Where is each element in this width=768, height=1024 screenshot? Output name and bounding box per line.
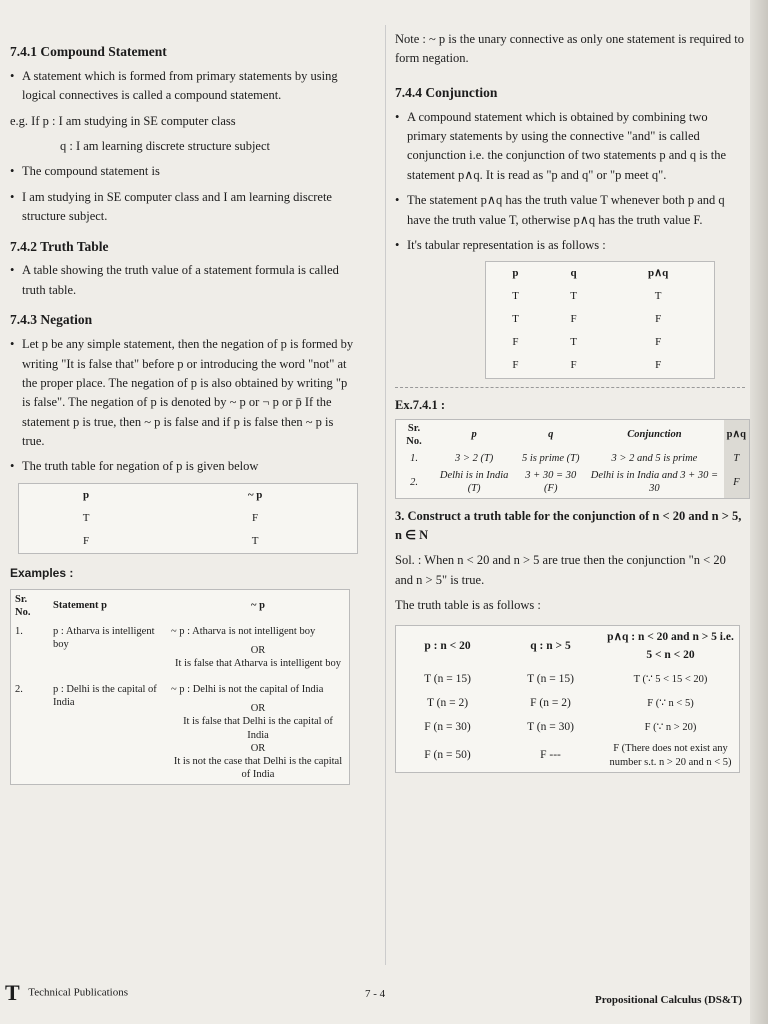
ntable-cell: T (n = 2) (426, 696, 469, 709)
truth-table-follows: The truth table is as follows : (395, 598, 541, 613)
page-number: 7 - 4 (365, 988, 386, 1000)
conjunction-truth-table (485, 261, 715, 378)
ex-header-sr: Sr. No. (15, 593, 31, 618)
ex741-cell: Delhi is in India (T) (439, 470, 509, 495)
publisher-name: Technical Publications (28, 986, 128, 999)
section-7-4-4-title: 7.4.4 Conjunction (395, 84, 498, 100)
column-divider (385, 25, 386, 965)
example-7-4-1-table (395, 419, 750, 499)
n-conjunction-truth-table (395, 625, 740, 772)
ex-row2-no: 2. (15, 684, 23, 696)
ntable-cell: T (n = 15) (424, 673, 471, 686)
example-p: e.g. If p : I am studying in SE computer class (10, 113, 236, 128)
ntable-header-q: q : n > 5 (530, 640, 571, 653)
ntable-cell: F (∵ n > 20) (644, 722, 697, 733)
conj-header-pq: p∧q (647, 267, 669, 280)
neg-header-p: p (83, 488, 90, 501)
conj-cell: F (655, 359, 662, 372)
ex-row2-neg (167, 673, 350, 784)
conj-cell: F (655, 336, 662, 349)
section-7-4-1-title: 7.4.1 Compound Statement (10, 44, 167, 59)
ex-row2-neg3: It is not the case that Delhi is the capital of India (173, 755, 343, 780)
ex741-header-conj: Conjunction (627, 429, 682, 441)
ex-header-neg: ~ p (251, 600, 265, 612)
conj-cell: F (512, 359, 519, 372)
compound-definition: • A statement which is formed from primary statements by using logical connectives is called a compound statement. (10, 67, 355, 106)
ex741-header-sr: Sr. No. (406, 422, 422, 448)
example-7-4-1-label: Ex.7.4.1 : (395, 397, 445, 412)
conj-cell: T (512, 290, 519, 303)
conj-cell: F (655, 313, 662, 326)
publisher-logo-icon: T (5, 980, 20, 1005)
ex741-cell: T (724, 450, 750, 467)
ex741-cell: Delhi is in India and 3 + 30 = 30 (590, 470, 719, 495)
publisher-footer (5, 980, 185, 1008)
ex741-cell: 2. (410, 476, 418, 488)
ex741-cell: 3 > 2 and 5 is prime (611, 453, 698, 465)
right-column (395, 30, 745, 773)
conj-cell: T (570, 336, 577, 349)
ex-row1-or: OR (250, 644, 266, 656)
examples-label: Examples : (10, 565, 74, 580)
example-q: q : I am learning discrete structure subject (60, 139, 270, 154)
book-spine-shadow (750, 0, 768, 1024)
chapter-title: Propositional Calculus (DS&T) (595, 994, 743, 1006)
question-3: 3. Construct a truth table for the conjunction of n < 20 and n > 5, n ∈ N (395, 508, 742, 542)
conjunction-truth-rule: • The statement p∧q has the truth value T whenever both p and q have the truth value T, otherwise p∧q has the truth value F. (395, 191, 745, 230)
ntable-cell: F (n = 30) (424, 720, 471, 733)
ntable-cell: T (∵ 5 < 15 < 20) (633, 674, 708, 686)
ntable-cell: F (There does not exist any number s.t. n > 20 and n < 5) (609, 743, 732, 768)
ex741-cell: F (724, 467, 750, 498)
ex741-header-q: q (548, 429, 554, 441)
ex-row1-p: p : Atharva is intelligent boy (53, 625, 155, 650)
ex741-header-pq: p∧q (724, 419, 750, 450)
conj-cell: T (570, 290, 577, 303)
ntable-cell: T (n = 30) (527, 720, 574, 733)
ex741-cell: 1. (410, 453, 418, 465)
ntable-header-pq: p∧q : n < 20 and n > 5 i.e. 5 < n < 20 (607, 631, 734, 662)
note: Note : ~ p is the unary connective as only one statement is required to form negation. (395, 32, 745, 66)
conj-cell: F (512, 336, 519, 349)
conjunction-table-intro: • It's tabular representation is as follows : (395, 236, 745, 255)
ex-row1-neg1: ~ p : Atharva is not intelligent boy (171, 625, 316, 637)
ex-row1-neg2: It is false that Atharva is intelligent boy (175, 658, 341, 669)
negation-truth-table (18, 483, 358, 554)
compound-statement-text: • I am studying in SE computer class and I am learning discrete structure subject. (10, 188, 355, 227)
section-7-4-2-title: 7.4.2 Truth Table (10, 238, 109, 254)
neg-cell: F (83, 534, 90, 547)
negation-examples-table (10, 589, 350, 786)
ntable-header-p: p : n < 20 (424, 640, 471, 653)
compound-statement-label: • The compound statement is (10, 162, 355, 181)
section-7-4-3-title: 7.4.3 Negation (10, 312, 93, 328)
conj-cell: F (570, 359, 577, 372)
ntable-cell: F (n = 2) (530, 696, 571, 709)
conj-header-p: p (512, 267, 519, 280)
ex741-cell: 3 + 30 = 30 (F) (525, 470, 577, 495)
dashed-separator (395, 387, 745, 388)
neg-cell: F (252, 511, 259, 524)
ntable-cell: F --- (540, 748, 561, 761)
ex741-cell: 5 is prime (T) (522, 453, 580, 465)
neg-cell: T (82, 511, 90, 524)
left-column (10, 42, 355, 785)
conj-cell: T (654, 290, 662, 303)
conj-cell: F (570, 313, 577, 326)
ntable-cell: F (n = 50) (424, 748, 471, 761)
ntable-cell: T (n = 15) (527, 673, 574, 686)
conjunction-definition: • A compound statement which is obtained by combining two primary statements by using the connective "and" is called conjunction i.e. the conjunction of two statements p and q is the statement p∧q. It is read as "p and q" or "p meet q". (395, 108, 745, 186)
solution: Sol. : When n < 20 and n > 5 are true then the conjunction "n < 20 and n > 5" is true. (395, 553, 726, 587)
conj-header-q: q (570, 267, 577, 280)
ex-row2-or2: OR (250, 742, 266, 754)
ex-row2-neg2: It is false that Delhi is the capital of India (183, 716, 333, 741)
truth-table-definition: • A table showing the truth value of a statement formula is called truth table. (10, 261, 355, 300)
ex-header-statement: Statement p (53, 600, 107, 612)
ex741-header-p: p (471, 429, 477, 441)
neg-header-notp: ~ p (247, 488, 263, 501)
ex-row2-or1: OR (250, 703, 266, 715)
ex-row2-p: p : Delhi is the capital of India (53, 684, 157, 709)
ex-row1-neg (167, 622, 350, 673)
conj-cell: T (512, 313, 519, 326)
ntable-cell: F (∵ n < 5) (647, 698, 694, 710)
negation-table-intro: • The truth table for negation of p is given below (10, 457, 355, 476)
ex-row2-neg1: ~ p : Delhi is not the capital of India (171, 684, 324, 696)
ex741-cell: 3 > 2 (T) (454, 453, 494, 465)
neg-cell: T (251, 534, 259, 547)
negation-definition: • Let p be any simple statement, then the negation of p is formed by writing "It is false that" before p or introducing the word "not" at the proper place. The negation of p is also obtained by writing "p is false". The negation of p is denoted by ~ p or ¬ p or p̄ If the statement p is true, then ~ p is false and if p is false then ~ p is true. (10, 335, 355, 451)
ex-row1-no: 1. (15, 625, 23, 637)
